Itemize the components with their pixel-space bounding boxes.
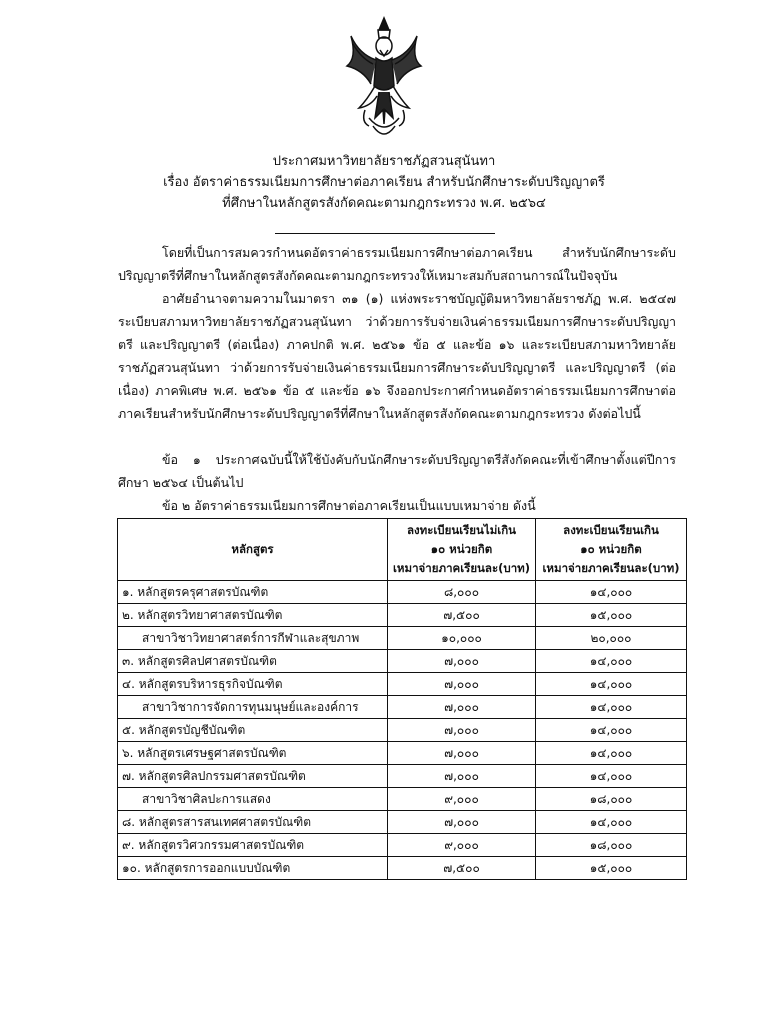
program-name: ๕. หลักสูตรบัญชีบัณฑิต [118,719,388,742]
paragraph-clause-2: ข้อ ๒ อัตราค่าธรรมเนียมการศึกษาต่อภาคเรียนเป็นแบบเหมาจ่าย ดังนี้ [162,498,536,513]
fee-over-10: ๑๔,๐๐๐ [536,742,687,765]
table-row [118,742,687,765]
fee-over-10: ๑๔,๐๐๐ [536,719,687,742]
header-a-line1: ลงทะเบียนเรียนไม่เกิน [406,523,517,537]
fee-over-10: ๑๕,๐๐๐ [536,857,687,880]
header-a-line3: เหมาจ่ายภาคเรียนละ(บาท) [393,561,530,575]
garuda-emblem-icon [345,14,423,146]
table-row [118,696,687,719]
fee-over-10: ๑๔,๐๐๐ [536,650,687,673]
fee-under-10: ๗,๐๐๐ [388,650,536,673]
fee-under-10: ๗,๐๐๐ [388,811,536,834]
title-divider [275,233,495,234]
fee-over-10: ๒๐,๐๐๐ [536,627,687,650]
program-name: สาขาวิชาวิทยาศาสตร์การกีฬาและสุขภาพ [118,627,388,650]
fee-over-10: ๑๔,๐๐๐ [536,673,687,696]
announcement-subject-cont: ที่ศึกษาในหลักสูตรสังกัดคณะตามกฎกระทรวง พ.ศ. ๒๕๖๔ [222,196,546,211]
table-row [118,719,687,742]
header-program [118,519,388,581]
announcement-subject: เรื่อง อัตราค่าธรรมเนียมการศึกษาต่อภาคเรียน สำหรับนักศึกษาระดับปริญญาตรี [163,175,605,190]
table-row [118,857,687,880]
header-b-line1: ลงทะเบียนเรียนเกิน [563,523,659,537]
table-row [118,765,687,788]
fee-under-10: ๗,๕๐๐ [388,604,536,627]
program-name: ๔. หลักสูตรบริหารธุรกิจบัณฑิต [118,673,388,696]
program-name: ๑๐. หลักสูตรการออกแบบบัณฑิต [118,857,388,880]
paragraph-clause-1: ข้อ ๑ ประกาศฉบับนี้ให้ใช้บังคับกับนักศึกษาระดับปริญญาตรีสังกัดคณะที่เข้าศึกษาตั้งแต่ปีการศึกษา ๒๕๖๔ เป็นต้นไป [118,452,676,490]
header-under-10-credits [388,519,536,581]
paragraph-preamble: โดยที่เป็นการสมควรกำหนดอัตราค่าธรรมเนียมการศึกษาต่อภาคเรียน สำหรับนักศึกษาระดับปริญญาตรีที่ศึกษาในหลักสูตรสังกัดคณะตามกฎกระทรวงให้เหมาะสมกับสถานการณ์ในปัจจุบัน [118,245,676,283]
fee-under-10: ๗,๐๐๐ [388,696,536,719]
table-row [118,811,687,834]
header-b-line3: เหมาจ่ายภาคเรียนละ(บาท) [542,561,680,575]
table-header-row [118,519,687,581]
fee-under-10: ๗,๐๐๐ [388,765,536,788]
fee-table [117,518,687,880]
program-name: สาขาวิชาการจัดการทุนมนุษย์และองค์การ [118,696,388,719]
fee-over-10: ๑๘,๐๐๐ [536,834,687,857]
table-row [118,581,687,604]
table-row [118,627,687,650]
fee-over-10: ๑๔,๐๐๐ [536,765,687,788]
fee-under-10: ๘,๐๐๐ [388,581,536,604]
table-row [118,650,687,673]
fee-under-10: ๗,๐๐๐ [388,719,536,742]
paragraph-authority: อาศัยอำนาจตามความในมาตรา ๓๑ (๑) แห่งพระราชบัญญัติมหาวิทยาลัยราชภัฏ พ.ศ. ๒๕๔๗ ระเบียบสภามหาวิทยาลัยราชภัฏสวนสุนันทา ว่าด้วยการรับจ่ายเงินค่าธรรมเนียมการศึกษาระดับปริญญาตรี และปริญญาตรี (ต่อเนื่อง) ภาคปกติ พ.ศ. ๒๕๖๑ ข้อ ๕ และข้อ ๑๖ และระเบียบสภามหาวิทยาลัยราชภัฏสวนสุนันทา ว่าด้วยการรับจ่ายเงินค่าธรรมเนียมการศึกษาระดับปริญญาตรี และปริญญาตรี (ต่อเนื่อง) ภาคพิเศษ พ.ศ. ๒๕๖๑ ข้อ ๕ และข้อ ๑๖ จึงออกประกาศกำหนดอัตราค่าธรรมเนียมการศึกษาต่อภาคเรียนสำหรับนักศึกษาระดับปริญญาตรีที่ศึกษาในหลักสูตรสังกัดคณะตามกฎกระทรวง ดังต่อไปนี้ [118,291,676,421]
header-over-10-credits [536,519,687,581]
program-name: ๗. หลักสูตรศิลปกรรมศาสตรบัณฑิต [118,765,388,788]
table-row [118,673,687,696]
table-row [118,604,687,627]
fee-under-10: ๗,๐๐๐ [388,742,536,765]
fee-under-10: ๗,๕๐๐ [388,857,536,880]
program-name: ๖. หลักสูตรเศรษฐศาสตรบัณฑิต [118,742,388,765]
program-name: ๓. หลักสูตรศิลปศาสตรบัณฑิต [118,650,388,673]
header-a-line2: ๑๐ หน่วยกิต [430,542,493,556]
announcement-title: ประกาศมหาวิทยาลัยราชภัฏสวนสุนันทา [272,154,496,169]
table-row [118,788,687,811]
program-name: ๑. หลักสูตรครุศาสตรบัณฑิต [118,581,388,604]
fee-over-10: ๑๕,๐๐๐ [536,604,687,627]
header-b-line2: ๑๐ หน่วยกิต [580,542,642,556]
program-name: สาขาวิชาศิลปะการแสดง [118,788,388,811]
fee-under-10: ๗,๐๐๐ [388,673,536,696]
header-program-label: หลักสูตร [231,542,274,556]
fee-under-10: ๙,๐๐๐ [388,788,536,811]
fee-over-10: ๑๔,๐๐๐ [536,696,687,719]
table-row [118,834,687,857]
fee-under-10: ๙,๐๐๐ [388,834,536,857]
program-name: ๙. หลักสูตรวิศวกรรมศาสตรบัณฑิต [118,834,388,857]
fee-over-10: ๑๔,๐๐๐ [536,811,687,834]
fee-over-10: ๑๔,๐๐๐ [536,581,687,604]
program-name: ๒. หลักสูตรวิทยาศาสตรบัณฑิต [118,604,388,627]
fee-under-10: ๑๐,๐๐๐ [388,627,536,650]
program-name: ๘. หลักสูตรสารสนเทศศาสตรบัณฑิต [118,811,388,834]
fee-over-10: ๑๘,๐๐๐ [536,788,687,811]
